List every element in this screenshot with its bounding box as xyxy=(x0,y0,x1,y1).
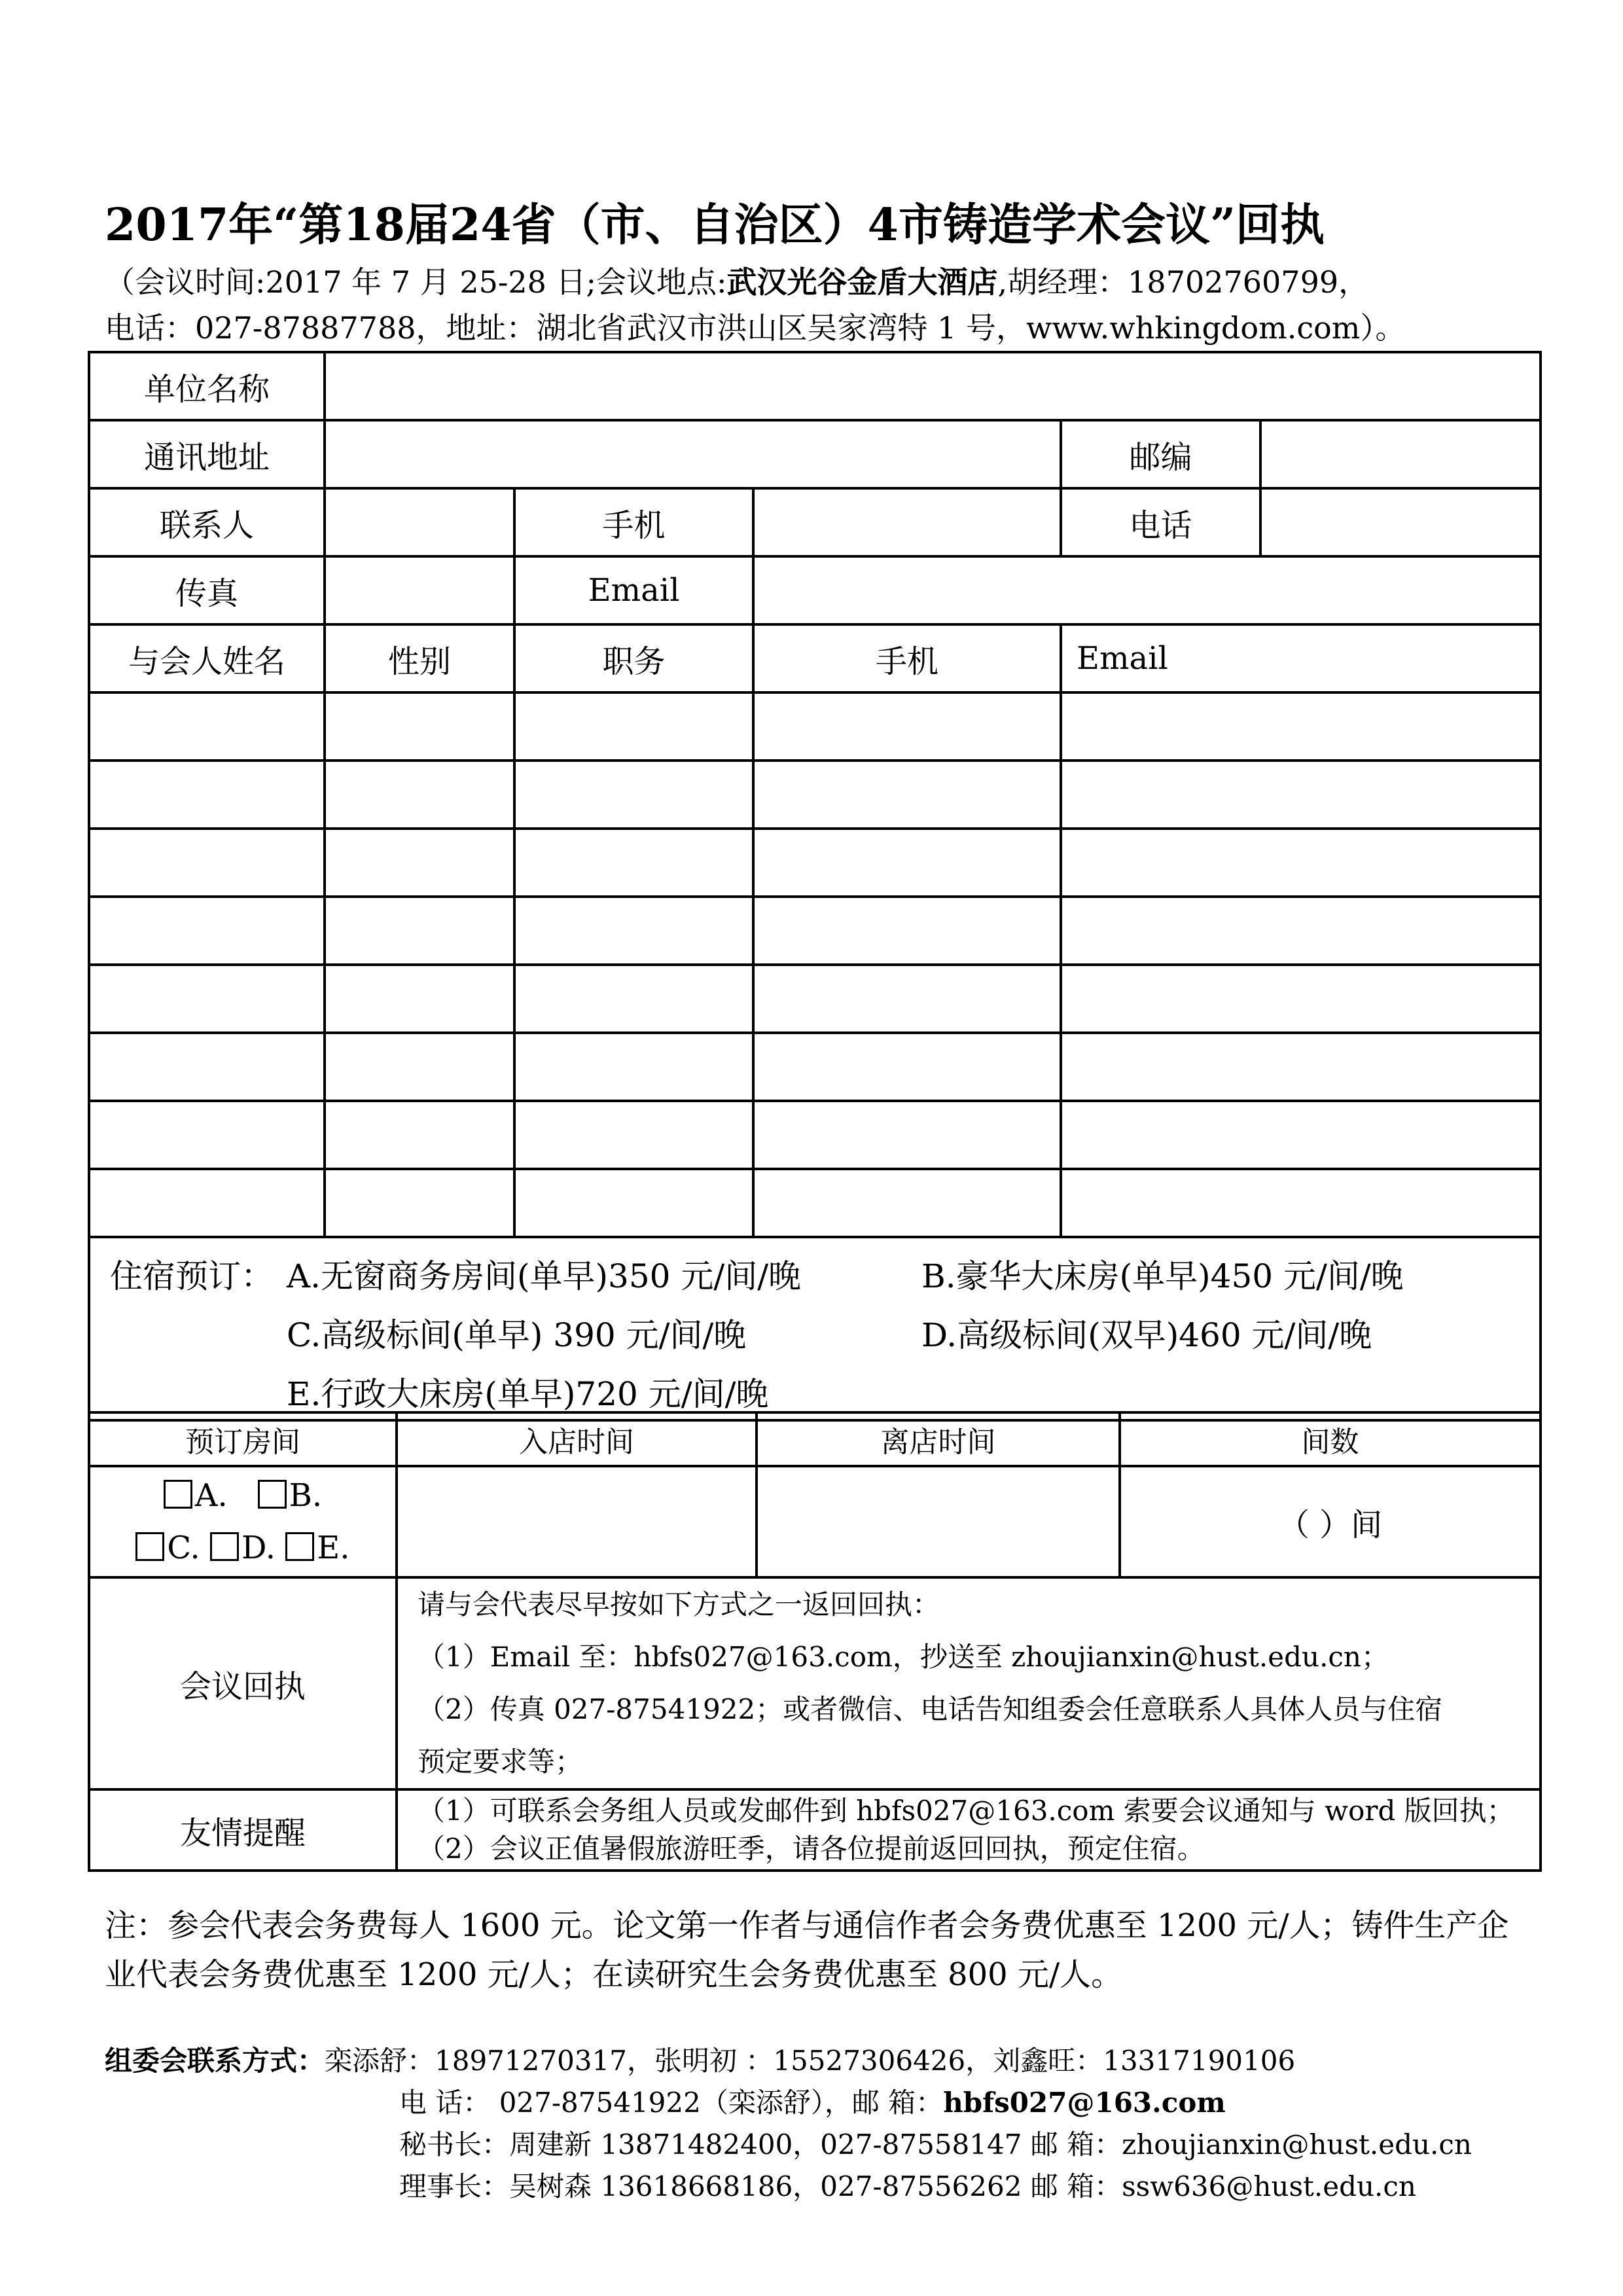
attendee-position-cell[interactable] xyxy=(514,897,753,965)
fax-label: 传真 xyxy=(89,556,325,624)
attendee-gender-cell[interactable] xyxy=(325,965,514,1033)
hotel-name: 武汉光谷金盾大酒店 xyxy=(726,264,998,300)
attendee-position-cell[interactable] xyxy=(514,761,753,829)
phone-label: 电话 xyxy=(1061,488,1260,556)
attendee-gender-cell[interactable] xyxy=(325,829,514,897)
attendee-email-cell[interactable] xyxy=(1061,1033,1541,1101)
attendee-gender-cell[interactable] xyxy=(325,692,514,761)
contacts-email: hbfs027@163.com xyxy=(943,2087,1226,2119)
attendee-name-cell[interactable] xyxy=(89,692,325,761)
contacts-label: 组委会联系方式： xyxy=(105,2045,325,2077)
attendee-name-cell[interactable] xyxy=(89,897,325,965)
attendee-position-cell[interactable] xyxy=(514,692,753,761)
attendee-name-cell[interactable] xyxy=(89,965,325,1033)
page-title: 2017年“第18届24省（市、自治区）4市铸造学术会议”回执 xyxy=(105,199,1325,251)
attendee-email-cell[interactable] xyxy=(1061,1101,1541,1169)
table-row xyxy=(89,897,1541,965)
attendee-email-cell[interactable] xyxy=(1061,965,1541,1033)
lodging-label: 住宿预订： xyxy=(110,1257,274,1295)
attendee-position-cell[interactable] xyxy=(514,965,753,1033)
meeting-time-place-text: （会议时间:2017 年 7 月 25-28 日;会议地点: xyxy=(105,264,727,300)
attendee-position-cell[interactable] xyxy=(514,1033,753,1101)
email-label: Email xyxy=(514,556,753,624)
attendee-mobile-cell[interactable] xyxy=(753,692,1061,761)
attendee-gender-header: 性别 xyxy=(325,624,514,692)
room-count-field[interactable]: （ ）间 xyxy=(1120,1466,1541,1577)
table-row xyxy=(89,829,1541,897)
address-label: 通讯地址 xyxy=(89,420,325,488)
room-option-c: C.高级标间(单早) 390 元/间/晚 xyxy=(287,1316,747,1354)
attendee-name-cell[interactable] xyxy=(89,1169,325,1237)
checkbox-option-a[interactable]: A. xyxy=(164,1477,228,1514)
table-row xyxy=(89,692,1541,761)
attendee-name-header: 与会人姓名 xyxy=(89,624,325,692)
checkout-time-header: 离店时间 xyxy=(757,1412,1120,1466)
attendee-name-cell[interactable] xyxy=(89,761,325,829)
fee-note: 注：参会代表会务费每人 1600 元。论文第一作者与通信作者会务费优惠至 1200 元/人；铸件生产企业代表会务费优惠至 1200 元/人；在读研究生会务费优惠至 800 元/人。 xyxy=(105,1907,1509,1993)
attendee-mobile-cell[interactable] xyxy=(753,829,1061,897)
attendee-email-cell[interactable] xyxy=(1061,692,1541,761)
attendee-position-header: 职务 xyxy=(514,624,753,692)
attendee-name-cell[interactable] xyxy=(89,1101,325,1169)
attendee-gender-cell[interactable] xyxy=(325,1101,514,1169)
attendee-gender-cell[interactable] xyxy=(325,761,514,829)
contacts-phone: 电 话： 027-87541922（栾添舒），邮 箱： xyxy=(399,2087,944,2119)
checkbox-icon xyxy=(135,1532,164,1561)
secretary-contact: 秘书长：周建新 13871482400，027-87558147 邮 箱：zhoujianxin@hust.edu.cn xyxy=(399,2128,1472,2161)
attendee-email-cell[interactable] xyxy=(1061,897,1541,965)
booking-room-header: 预订房间 xyxy=(89,1412,397,1466)
meeting-info-line-1 xyxy=(105,259,1368,302)
attendee-email-cell[interactable] xyxy=(1061,761,1541,829)
booking-table xyxy=(88,1411,1542,1872)
reminder-line: （1）可联系会务组人员或发邮件到 hbfs027@163.com 索要会议通知与 word 版回执； xyxy=(418,1795,1514,1827)
contacts-line-1 xyxy=(105,2039,1295,2079)
mobile-label: 手机 xyxy=(514,488,753,556)
email-field[interactable] xyxy=(753,556,1541,624)
attendee-position-cell[interactable] xyxy=(514,829,753,897)
attendee-gender-cell[interactable] xyxy=(325,1033,514,1101)
reminder-line: （2）会议正值暑假旅游旺季，请各位提前返回回执，预定住宿。 xyxy=(418,1833,1205,1865)
phone-field[interactable] xyxy=(1260,488,1541,556)
meeting-info-line-2: 电话：027-87887788，地址：湖北省武汉市洪山区吴家湾特 1 号，www.whkingdom.com）。 xyxy=(105,310,1406,346)
room-option-e: E.行政大床房(单早)720 元/间/晚 xyxy=(287,1375,769,1413)
attendee-mobile-header: 手机 xyxy=(753,624,1061,692)
attendee-mobile-cell[interactable] xyxy=(753,965,1061,1033)
attendee-mobile-cell[interactable] xyxy=(753,761,1061,829)
receipt-line: 预定要求等； xyxy=(418,1746,583,1778)
attendee-mobile-cell[interactable] xyxy=(753,1169,1061,1237)
table-row xyxy=(89,965,1541,1033)
mobile-field[interactable] xyxy=(753,488,1061,556)
receipt-line: 请与会代表尽早按如下方式之一返回回执： xyxy=(418,1588,940,1621)
receipt-line: （1）Email 至：hbfs027@163.com，抄送至 zhoujianxin@hust.edu.cn； xyxy=(418,1641,1389,1673)
receipt-instructions xyxy=(397,1577,1541,1789)
checkbox-option-d[interactable]: D. xyxy=(210,1530,276,1566)
receipt-label: 会议回执 xyxy=(89,1577,397,1789)
contact-person-field[interactable] xyxy=(325,488,514,556)
postcode-label: 邮编 xyxy=(1061,420,1260,488)
attendee-position-cell[interactable] xyxy=(514,1169,753,1237)
lodging-options-cell xyxy=(89,1237,1541,1420)
chairman-contact: 理事长：吴树森 13618668186，027-87556262 邮 箱：ssw636@hust.edu.cn xyxy=(399,2170,1416,2202)
attendee-name-cell[interactable] xyxy=(89,1033,325,1101)
unit-name-field[interactable] xyxy=(325,352,1541,420)
registration-form-table xyxy=(88,351,1542,1422)
receipt-line: （2）传真 027-87541922；或者微信、电话告知组委会任意联系人具体人员与住宿 xyxy=(418,1693,1443,1725)
attendee-email-header: Email xyxy=(1061,624,1541,692)
contacts-names: 栾添舒：18971270317，张明初 ：15527306426，刘鑫旺：13317190106 xyxy=(325,2045,1296,2077)
checkbox-icon xyxy=(285,1532,314,1561)
manager-phone-text: ,胡经理：18702760799， xyxy=(997,264,1369,300)
attendee-gender-cell[interactable] xyxy=(325,897,514,965)
attendee-email-cell[interactable] xyxy=(1061,1169,1541,1237)
checkbox-icon xyxy=(210,1532,239,1561)
room-count-header: 间数 xyxy=(1120,1412,1541,1466)
address-field[interactable] xyxy=(325,420,1061,488)
checkbox-icon xyxy=(164,1480,192,1509)
reminder-label: 友情提醒 xyxy=(89,1789,397,1871)
checkbox-option-c[interactable]: C. xyxy=(135,1530,200,1566)
table-row xyxy=(89,1169,1541,1237)
reminder-text xyxy=(397,1789,1541,1871)
table-row xyxy=(89,761,1541,829)
attendee-mobile-cell[interactable] xyxy=(753,1101,1061,1169)
postcode-field[interactable] xyxy=(1260,420,1541,488)
attendee-email-cell[interactable] xyxy=(1061,829,1541,897)
attendee-position-cell[interactable] xyxy=(514,1101,753,1169)
unit-name-label: 单位名称 xyxy=(89,352,325,420)
checkin-time-header: 入店时间 xyxy=(397,1412,757,1466)
room-option-a: A.无窗商务房间(单早)350 元/间/晚 xyxy=(287,1257,802,1295)
room-option-b: B.豪华大床房(单早)450 元/间/晚 xyxy=(921,1257,1404,1295)
attendee-gender-cell[interactable] xyxy=(325,1169,514,1237)
table-row xyxy=(89,1033,1541,1101)
room-type-checkboxes xyxy=(89,1466,397,1577)
checkout-time-field[interactable] xyxy=(757,1466,1120,1577)
attendee-mobile-cell[interactable] xyxy=(753,897,1061,965)
checkbox-option-e[interactable]: E. xyxy=(285,1530,349,1566)
checkin-time-field[interactable] xyxy=(397,1466,757,1577)
contacts-line-2 xyxy=(399,2081,1226,2121)
fax-field[interactable] xyxy=(325,556,514,624)
attendee-name-cell[interactable] xyxy=(89,829,325,897)
contact-person-label: 联系人 xyxy=(89,488,325,556)
room-option-d: D.高级标间(双早)460 元/间/晚 xyxy=(921,1316,1372,1354)
checkbox-icon xyxy=(258,1480,287,1509)
checkbox-option-b[interactable]: B. xyxy=(258,1477,323,1514)
table-row xyxy=(89,1101,1541,1169)
attendee-mobile-cell[interactable] xyxy=(753,1033,1061,1101)
